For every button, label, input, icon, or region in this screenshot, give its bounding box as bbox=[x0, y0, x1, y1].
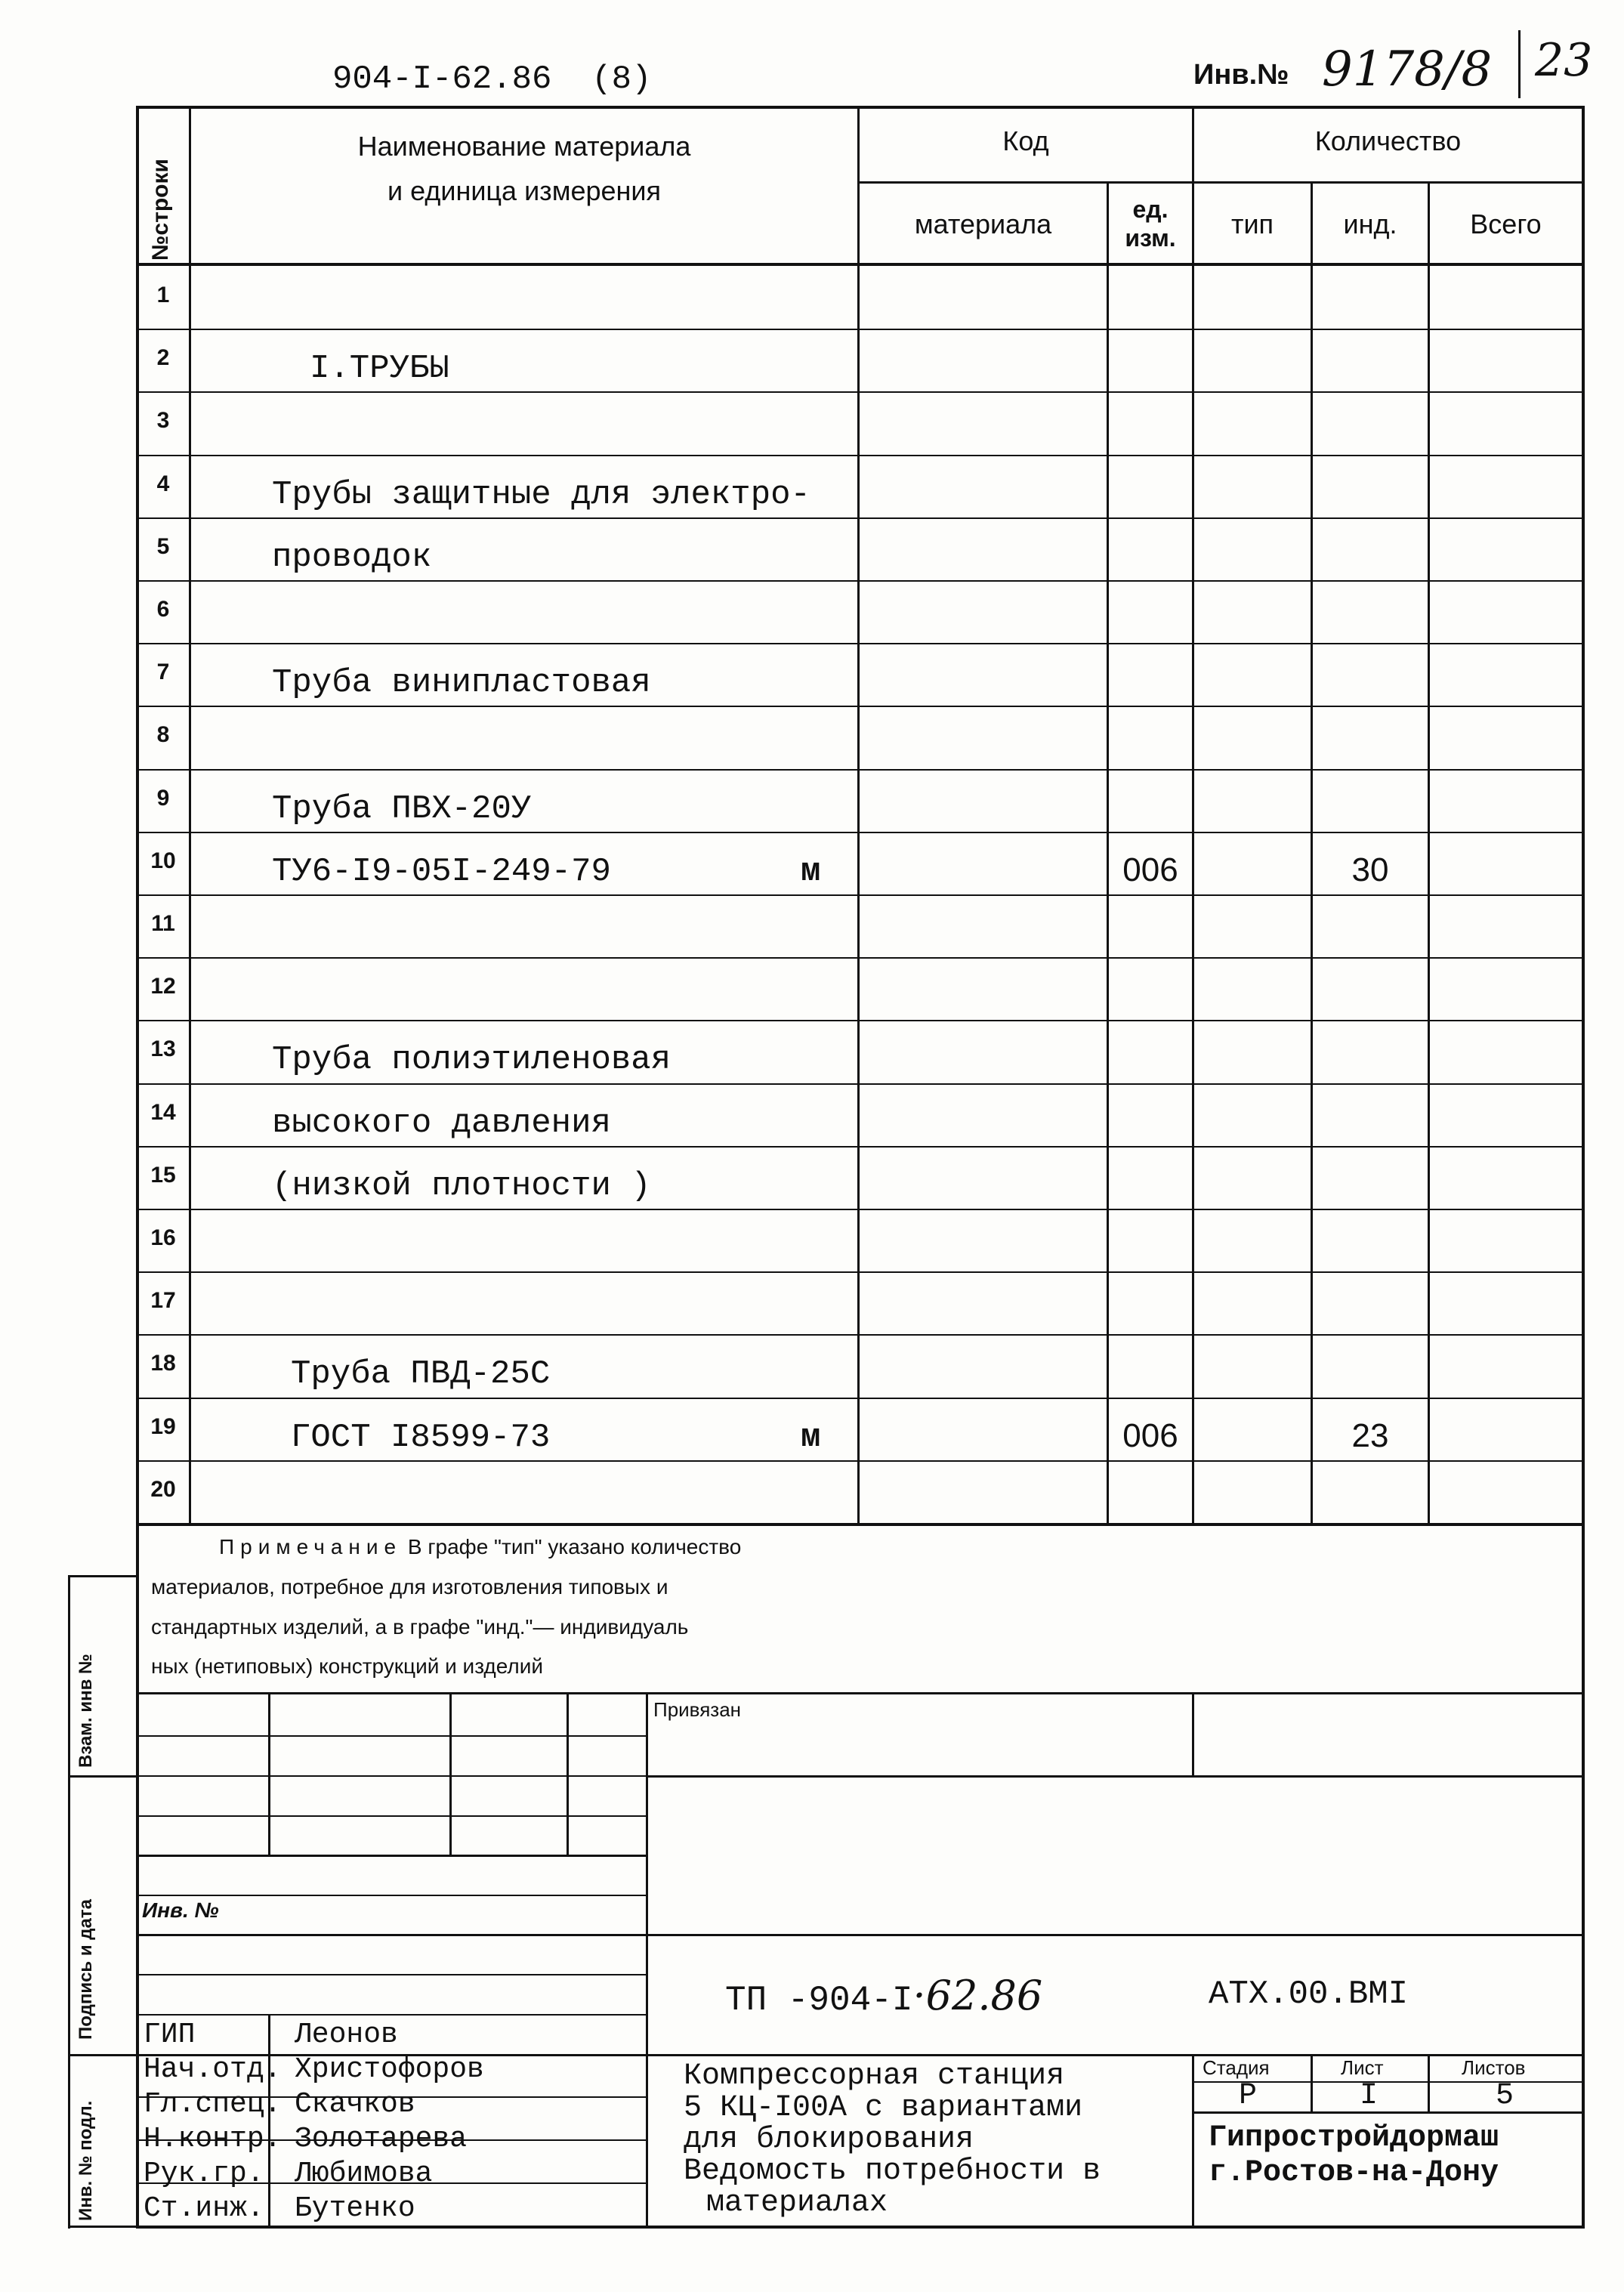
signature-name: Любимова bbox=[295, 2158, 433, 2190]
material-name: ТУ6-I9-05I-249-79 bbox=[272, 852, 611, 891]
row-number: 11 bbox=[151, 911, 175, 936]
side-label-vzam: Взам. инв № bbox=[76, 1654, 96, 1768]
signature-role: Н.контр. bbox=[144, 2123, 282, 2155]
col-code-material: материала bbox=[914, 209, 1052, 239]
signature-role: Рук.гр. bbox=[144, 2158, 264, 2190]
unit-code: 006 bbox=[1122, 1416, 1178, 1454]
stage-value: Р bbox=[1239, 2079, 1258, 2113]
material-name: Труба полиэтиленовая bbox=[272, 1041, 672, 1080]
signature-name: Золотарева bbox=[295, 2123, 468, 2155]
row-number: 5 bbox=[156, 533, 170, 559]
row-number: 18 bbox=[150, 1351, 176, 1376]
sheet-value: I bbox=[1360, 2079, 1379, 2113]
col-qty-total: Всего bbox=[1470, 209, 1542, 239]
col-qty-type: тип bbox=[1230, 209, 1274, 239]
note-line2: материалов, потребное для изготовления типовых и bbox=[151, 1575, 668, 1599]
signature-row bbox=[144, 2158, 432, 2190]
unit-of-measure: м bbox=[801, 852, 821, 891]
col-qty-ind: инд. bbox=[1343, 209, 1397, 239]
row-number: 19 bbox=[150, 1413, 176, 1439]
material-name: I.ТРУБЫ bbox=[310, 350, 449, 388]
org-name: Гипростройдормаш г.Ростов-на-Дону bbox=[1209, 2121, 1499, 2190]
note-line1: Примечание В графе "тип" указано количество bbox=[219, 1535, 742, 1558]
signature-row bbox=[144, 2053, 484, 2086]
sheets-label: Листов bbox=[1462, 2056, 1526, 2079]
row-number: 3 bbox=[156, 408, 170, 434]
col-code-header: Код bbox=[1002, 125, 1049, 156]
signature-name: Бутенко bbox=[295, 2192, 415, 2225]
row-number: 10 bbox=[150, 848, 176, 873]
row-number: 17 bbox=[150, 1288, 176, 1314]
row-number: 15 bbox=[150, 1162, 176, 1188]
stamp-title: Компрессорная станция 5 КЦ-I00А с вариантами для блокирования Ведомость потребности в материалах bbox=[684, 2059, 1101, 2220]
sheet-label: Лист bbox=[1341, 2056, 1384, 2079]
note-line4: ных (нетиповых) конструкций и изделий bbox=[151, 1654, 544, 1678]
row-number: 14 bbox=[150, 1099, 176, 1125]
page-number: 23 bbox=[1535, 34, 1593, 87]
row-number: 4 bbox=[156, 471, 170, 496]
row-number: 13 bbox=[150, 1036, 176, 1062]
material-name: Трубы защитные для электро- bbox=[272, 475, 810, 514]
row-number: 8 bbox=[156, 722, 170, 748]
stamp-doc-code: ТП -904-I·62.86 bbox=[725, 1972, 1043, 2020]
col-qty-header: Количество bbox=[1314, 125, 1462, 156]
col-name-header: Наименование материала и единица измерения bbox=[357, 131, 691, 207]
row-number: 16 bbox=[150, 1225, 176, 1250]
material-name: Труба винипластовая bbox=[272, 664, 651, 703]
col-rownum-header: №строки bbox=[148, 159, 173, 261]
signature-role: Ст.инж. bbox=[144, 2192, 264, 2225]
material-name: высокого давления bbox=[272, 1104, 611, 1142]
col-code-unit: ед. изм. bbox=[1125, 196, 1176, 252]
unit-code: 006 bbox=[1122, 851, 1178, 888]
row-number: 9 bbox=[156, 785, 170, 811]
signature-role: Гл.спец. bbox=[144, 2088, 282, 2121]
side-label-podpis: Подпись и дата bbox=[76, 1899, 96, 2040]
signature-row bbox=[144, 2088, 415, 2121]
doc-code-top: 904-I-62.86 (8) bbox=[332, 60, 652, 98]
material-name: ГОСТ I8599-73 bbox=[291, 1418, 551, 1456]
material-name: Труба ПВД-25С bbox=[291, 1355, 551, 1394]
signature-role: Нач.отд. bbox=[144, 2053, 282, 2086]
material-name: (низкой плотности ) bbox=[272, 1166, 651, 1205]
unit-of-measure: м bbox=[801, 1418, 821, 1456]
signature-row bbox=[144, 2123, 467, 2155]
note-line3: стандартных изделий, а в графе "инд."— индивидуаль bbox=[151, 1615, 689, 1639]
material-name: Труба ПВХ-20У bbox=[272, 789, 532, 828]
qty-individual: 30 bbox=[1351, 851, 1389, 888]
row-number: 12 bbox=[150, 974, 176, 999]
row-number: 6 bbox=[156, 597, 170, 622]
qty-individual: 23 bbox=[1351, 1416, 1389, 1454]
inv-label-top: Инв.№ bbox=[1193, 59, 1289, 91]
signature-row bbox=[144, 2192, 415, 2225]
row-number: 2 bbox=[156, 345, 170, 371]
side-label-inv-podl: Инв. № подл. bbox=[76, 2100, 96, 2221]
signature-name: Скачков bbox=[295, 2088, 415, 2121]
signature-role: ГИП bbox=[144, 2019, 196, 2051]
signature-name: Леонов bbox=[295, 2019, 398, 2051]
inv-no-label: Инв. № bbox=[142, 1898, 219, 1922]
stamp-doc-mark: АТХ.00.ВМI bbox=[1209, 1975, 1409, 2013]
signature-name: Христофоров bbox=[295, 2053, 484, 2086]
sheets-value: 5 bbox=[1496, 2079, 1514, 2113]
row-number: 7 bbox=[156, 659, 170, 685]
stage-label: Стадия bbox=[1203, 2056, 1270, 2079]
row-number: 20 bbox=[150, 1476, 176, 1502]
row-number: 1 bbox=[156, 283, 170, 307]
privyazan-label: Привязан bbox=[653, 1698, 742, 1721]
inv-value-top: 9178/8 bbox=[1322, 42, 1493, 97]
note-lead: Примечание bbox=[219, 1535, 403, 1558]
material-name: проводок bbox=[272, 538, 432, 576]
signature-row bbox=[144, 2019, 398, 2051]
